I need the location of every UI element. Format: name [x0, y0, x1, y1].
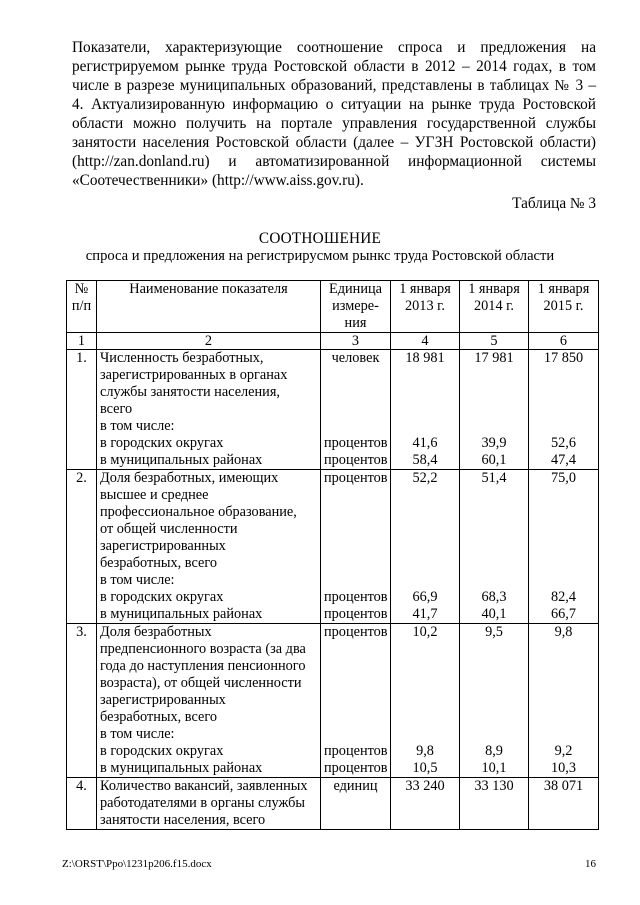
value-2014 — [463, 726, 525, 743]
row-number: 1. — [67, 350, 97, 470]
row-number: 3. — [67, 624, 97, 778]
indicator-name: в муниципальных районах — [100, 452, 263, 468]
value-2014-cell — [460, 350, 529, 470]
value-2014 — [463, 367, 525, 384]
col-number: 6 — [529, 333, 599, 350]
unit-value — [324, 692, 387, 709]
table-number: Таблица № 3 — [512, 195, 596, 212]
col-number: 1 — [67, 333, 97, 350]
unit-value — [324, 658, 387, 675]
indicator-name-cell — [97, 778, 321, 830]
indicator-name: профессиональное образование, — [100, 504, 297, 520]
indicator-name: Доля безработных, имеющих — [100, 470, 279, 486]
header-num: № п/п — [67, 281, 97, 333]
value-2015: 75,0 — [550, 470, 577, 486]
value-2013: 10,5 — [412, 760, 438, 776]
value-2015 — [532, 726, 595, 743]
unit-value — [324, 795, 387, 812]
value-2015: 17 850 — [543, 350, 584, 366]
value-2015: 47,4 — [550, 452, 577, 468]
value-2015 — [532, 555, 595, 572]
row-number: 2. — [67, 470, 97, 624]
unit-value: единиц — [333, 778, 378, 794]
value-2015: 52,6 — [550, 435, 577, 451]
value-2014: 68,3 — [481, 589, 507, 605]
value-2013 — [394, 521, 456, 538]
indicator-name: в городских округах — [100, 743, 224, 759]
value-2015: 38 071 — [543, 778, 584, 794]
unit-value — [324, 538, 387, 555]
header-2015: 1 января 2015 г. — [529, 281, 599, 333]
indicator-name: в муниципальных районах — [100, 760, 263, 776]
value-2015 — [532, 384, 595, 401]
value-2015 — [532, 795, 595, 812]
value-2013: 10,2 — [412, 624, 438, 640]
unit-value-cell — [321, 624, 391, 778]
row-number: 4. — [67, 778, 97, 830]
unit-value — [324, 572, 387, 589]
value-2013 — [394, 812, 456, 829]
value-2014: 33 130 — [474, 778, 514, 794]
col-number: 5 — [460, 333, 529, 350]
indicator-name: возраста), от общей численности — [100, 675, 302, 691]
value-2013-cell — [391, 470, 460, 624]
value-2014 — [463, 384, 525, 401]
unit-value — [324, 418, 387, 435]
indicator-name: зарегистрированных — [100, 538, 226, 554]
value-2014-cell — [460, 470, 529, 624]
value-2015-cell — [529, 470, 599, 624]
value-2015 — [532, 521, 595, 538]
indicator-name: работодателями в органы службы — [100, 795, 306, 811]
col-number: 2 — [97, 333, 321, 350]
value-2013 — [394, 726, 456, 743]
unit-value: процентов — [324, 743, 388, 759]
indicators-table — [66, 280, 599, 830]
value-2014 — [463, 692, 525, 709]
value-2013: 18 981 — [405, 350, 445, 366]
indicator-name: в городских округах — [100, 435, 224, 451]
value-2015: 66,7 — [550, 606, 577, 622]
value-2015 — [532, 709, 595, 726]
value-2013 — [394, 401, 456, 418]
value-2013-cell — [391, 778, 460, 830]
table-title: СООТНОШЕНИЕ — [258, 230, 382, 247]
value-2014 — [463, 487, 525, 504]
header-2013: 1 января 2013 г. — [391, 281, 460, 333]
table-row — [67, 470, 599, 624]
unit-value — [324, 367, 387, 384]
unit-value: процентов — [324, 435, 388, 451]
value-2015 — [532, 538, 595, 555]
value-2015 — [532, 641, 595, 658]
unit-value — [324, 487, 387, 504]
value-2015: 9,8 — [554, 624, 573, 640]
table-row — [67, 778, 599, 830]
indicator-name: в муниципальных районах — [100, 606, 263, 622]
value-2014 — [463, 401, 525, 418]
value-2015-cell — [529, 778, 599, 830]
footer-file-path: Z:\ORST\Ppo\1231p206.f15.docx — [62, 858, 212, 870]
unit-value — [324, 504, 387, 521]
indicator-name-cell — [97, 624, 321, 778]
unit-value — [324, 384, 387, 401]
value-2013 — [394, 418, 456, 435]
value-2015: 82,4 — [550, 589, 577, 605]
unit-value — [324, 555, 387, 572]
value-2013-cell — [391, 350, 460, 470]
intro-paragraph: Показатели, характеризующие соотношение спроса и предложения на регистрируемом рынке труда Ростовской области в 2012 – 2014 годах, в том числе в разрезе муниципальных образований, представлены в таблицах № 3 – 4. Актуализированную информацию о ситуации на рынке труда Ростовской области можно получить на портале управления государственной службы занятости населения Ростовской области (далее – УГЗН Ростовской области) (http://zan.donland.ru) и автоматизированной информационной системы «Соотечественники» (http://www.aiss.gov.ru). — [72, 39, 596, 189]
value-2013 — [394, 658, 456, 675]
value-2013: 41,6 — [412, 435, 438, 451]
unit-value-cell — [321, 470, 391, 624]
value-2014: 9,5 — [485, 624, 503, 640]
value-2013 — [394, 487, 456, 504]
value-2013 — [394, 555, 456, 572]
value-2015 — [532, 572, 595, 589]
value-2014 — [463, 555, 525, 572]
value-2014: 39,9 — [481, 435, 507, 451]
value-2014: 10,1 — [481, 760, 507, 776]
value-2014: 17 981 — [474, 350, 514, 366]
unit-value — [324, 675, 387, 692]
col-number: 4 — [391, 333, 460, 350]
indicator-name: зарегистрированных в органах — [100, 367, 288, 383]
value-2015 — [532, 487, 595, 504]
unit-value — [324, 641, 387, 658]
unit-value: процентов — [324, 606, 388, 622]
value-2013 — [394, 641, 456, 658]
value-2015: 9,2 — [554, 743, 573, 759]
value-2013 — [394, 709, 456, 726]
value-2015-cell — [529, 350, 599, 470]
unit-value: человек — [331, 350, 380, 366]
value-2015 — [532, 504, 595, 521]
table-subtitle: спроса и предложения на регистрирусмом рынкс труда Ростовской области — [85, 248, 555, 264]
value-2013 — [394, 504, 456, 521]
unit-value: процентов — [324, 624, 388, 640]
unit-value — [324, 401, 387, 418]
value-2013 — [394, 795, 456, 812]
value-2015 — [532, 658, 595, 675]
value-2013: 58,4 — [412, 452, 438, 468]
footer-page-number: 16 — [585, 858, 596, 870]
indicator-name: в том числе: — [100, 726, 175, 742]
value-2015 — [532, 812, 595, 829]
value-2014 — [463, 658, 525, 675]
indicator-name: в том числе: — [100, 572, 175, 588]
value-2014: 40,1 — [481, 606, 507, 622]
value-2014 — [463, 812, 525, 829]
indicator-name: Численность безработных, — [100, 350, 264, 366]
value-2013 — [394, 538, 456, 555]
value-2014 — [463, 709, 525, 726]
indicator-name: от общей численности — [100, 521, 238, 537]
unit-value: процентов — [324, 589, 388, 605]
value-2014 — [463, 538, 525, 555]
unit-value — [324, 726, 387, 743]
indicator-name: в городских округах — [100, 589, 224, 605]
unit-value-cell — [321, 778, 391, 830]
indicator-name: в том числе: — [100, 418, 175, 434]
value-2014 — [463, 504, 525, 521]
indicator-name: предпенсионного возраста (за два — [100, 641, 306, 657]
value-2014: 8,9 — [485, 743, 503, 759]
header-unit: Единица измере- ния — [321, 281, 391, 333]
value-2013: 41,7 — [412, 606, 438, 622]
value-2013 — [394, 384, 456, 401]
value-2014 — [463, 795, 525, 812]
value-2013: 66,9 — [412, 589, 438, 605]
indicator-name: Количество вакансий, заявленных — [100, 778, 308, 794]
value-2014-cell — [460, 624, 529, 778]
unit-value: процентов — [324, 452, 388, 468]
value-2015 — [532, 692, 595, 709]
value-2014-cell — [460, 778, 529, 830]
indicator-name: безработных, всего — [100, 555, 217, 571]
table-header-row — [67, 281, 599, 333]
header-name: Наименование показателя — [97, 281, 321, 333]
value-2013: 33 240 — [405, 778, 445, 794]
indicator-name: года до наступления пенсионного — [100, 658, 306, 674]
indicator-name: службы занятости населения, — [100, 384, 280, 400]
table-row — [67, 350, 599, 470]
value-2015: 10,3 — [550, 760, 577, 776]
value-2015 — [532, 401, 595, 418]
value-2015 — [532, 675, 595, 692]
indicator-name-cell — [97, 350, 321, 470]
unit-value — [324, 709, 387, 726]
value-2014 — [463, 418, 525, 435]
value-2014: 60,1 — [481, 452, 507, 468]
value-2013 — [394, 675, 456, 692]
value-2013 — [394, 692, 456, 709]
value-2013: 52,2 — [412, 470, 438, 486]
indicator-name: всего — [100, 401, 133, 417]
value-2015 — [532, 418, 595, 435]
value-2013 — [394, 572, 456, 589]
value-2013-cell — [391, 624, 460, 778]
table-row — [67, 624, 599, 778]
indicator-name: высшее и среднее — [100, 487, 209, 503]
unit-value — [324, 812, 387, 829]
indicator-name: занятости населения, всего — [100, 812, 266, 828]
value-2015-cell — [529, 624, 599, 778]
column-number-row — [67, 333, 599, 350]
indicator-name: зарегистрированных — [100, 692, 226, 708]
value-2014 — [463, 521, 525, 538]
indicator-name: Доля безработных — [100, 624, 212, 640]
col-number: 3 — [321, 333, 391, 350]
value-2015 — [532, 367, 595, 384]
unit-value: процентов — [324, 470, 388, 486]
unit-value-cell — [321, 350, 391, 470]
indicator-name: безработных, всего — [100, 709, 217, 725]
value-2014 — [463, 675, 525, 692]
value-2014: 51,4 — [481, 470, 507, 486]
value-2014 — [463, 572, 525, 589]
value-2013 — [394, 367, 456, 384]
value-2014 — [463, 641, 525, 658]
indicator-name-cell — [97, 470, 321, 624]
unit-value — [324, 521, 387, 538]
value-2013: 9,8 — [416, 743, 434, 759]
header-2014: 1 января 2014 г. — [460, 281, 529, 333]
unit-value: процентов — [324, 760, 388, 776]
